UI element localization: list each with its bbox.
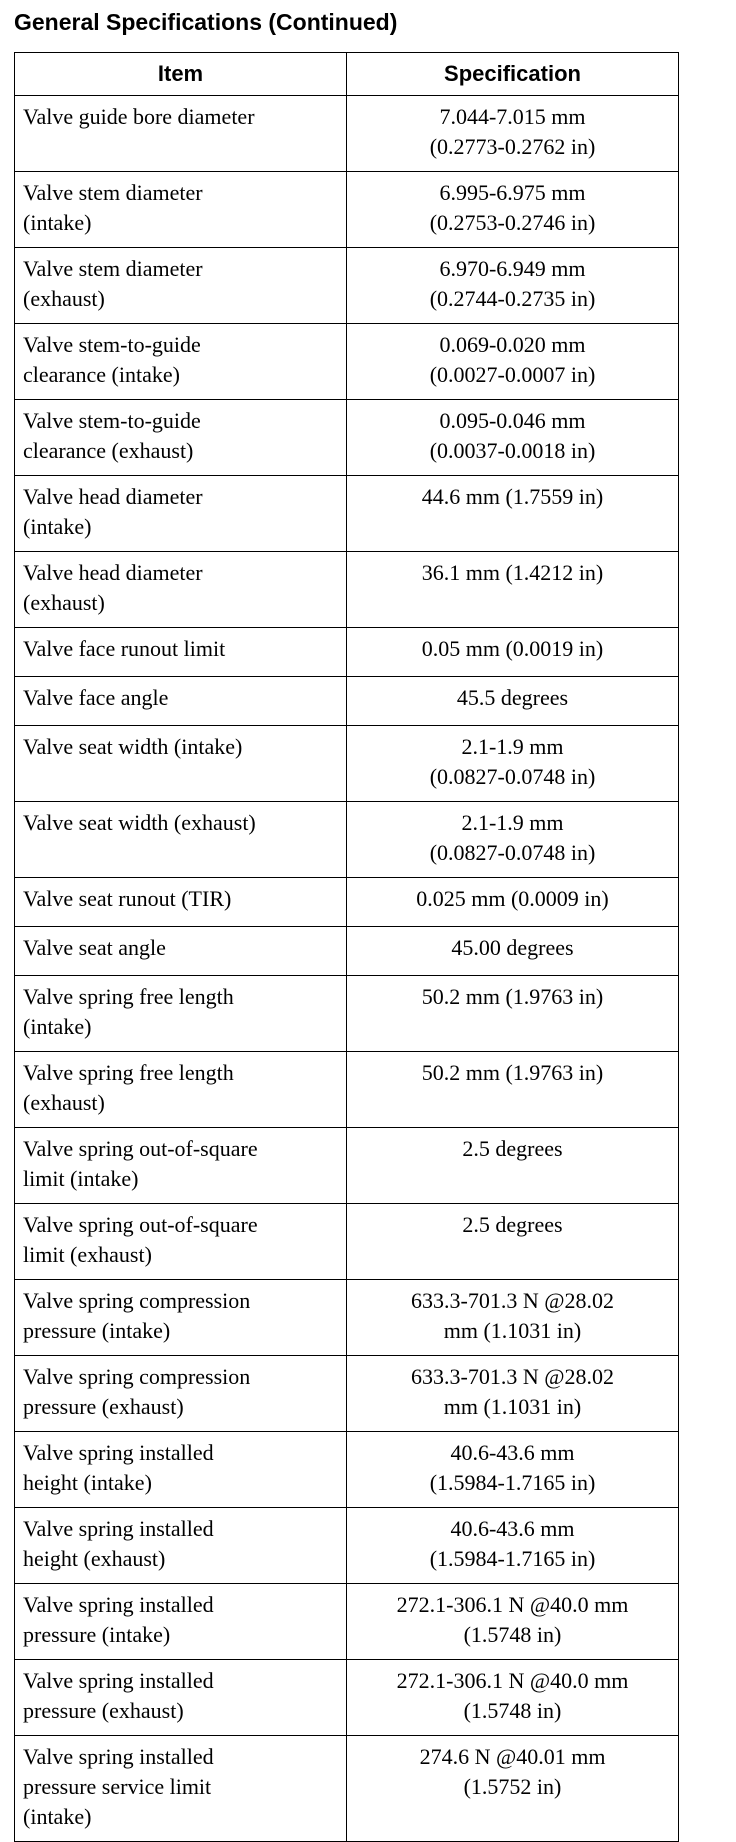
table-header-row xyxy=(15,53,679,96)
specification-cell: 40.6-43.6 mm (1.5984-1.7165 in) xyxy=(347,1432,679,1508)
table-row xyxy=(15,927,679,976)
table-row xyxy=(15,628,679,677)
table-body xyxy=(15,96,679,1842)
table-row xyxy=(15,1584,679,1660)
table-row xyxy=(15,324,679,400)
specification-cell: 0.05 mm (0.0019 in) xyxy=(347,628,679,677)
specification-cell: 0.095-0.046 mm (0.0037-0.0018 in) xyxy=(347,400,679,476)
table-row xyxy=(15,248,679,324)
item-cell: Valve spring installed height (exhaust) xyxy=(15,1508,347,1584)
table-row xyxy=(15,1660,679,1736)
table-row xyxy=(15,476,679,552)
item-cell: Valve seat angle xyxy=(15,927,347,976)
item-cell: Valve seat width (intake) xyxy=(15,726,347,802)
column-header-item: Item xyxy=(15,53,347,96)
item-cell: Valve stem-to-guide clearance (exhaust) xyxy=(15,400,347,476)
table-row xyxy=(15,976,679,1052)
table-row xyxy=(15,677,679,726)
table-row xyxy=(15,1736,679,1842)
specification-cell: 274.6 N @40.01 mm (1.5752 in) xyxy=(347,1736,679,1842)
item-cell: Valve seat runout (TIR) xyxy=(15,878,347,927)
specification-cell: 40.6-43.6 mm (1.5984-1.7165 in) xyxy=(347,1508,679,1584)
table-row xyxy=(15,172,679,248)
specification-cell: 44.6 mm (1.7559 in) xyxy=(347,476,679,552)
specification-cell: 36.1 mm (1.4212 in) xyxy=(347,552,679,628)
specification-cell: 45.00 degrees xyxy=(347,927,679,976)
table-row xyxy=(15,400,679,476)
item-cell: Valve guide bore diameter xyxy=(15,96,347,172)
specification-cell: 45.5 degrees xyxy=(347,677,679,726)
item-cell: Valve face runout limit xyxy=(15,628,347,677)
table-row xyxy=(15,1280,679,1356)
column-header-specification: Specification xyxy=(347,53,679,96)
specification-cell: 633.3-701.3 N @28.02 mm (1.1031 in) xyxy=(347,1280,679,1356)
specification-cell: 2.5 degrees xyxy=(347,1204,679,1280)
page-title: General Specifications (Continued) xyxy=(14,9,398,35)
specification-cell: 50.2 mm (1.9763 in) xyxy=(347,976,679,1052)
table-row xyxy=(15,726,679,802)
specification-cell: 633.3-701.3 N @28.02 mm (1.1031 in) xyxy=(347,1356,679,1432)
specification-cell: 272.1-306.1 N @40.0 mm (1.5748 in) xyxy=(347,1584,679,1660)
table-row xyxy=(15,1052,679,1128)
item-cell: Valve spring free length (exhaust) xyxy=(15,1052,347,1128)
table-row xyxy=(15,552,679,628)
table-row xyxy=(15,878,679,927)
table-row xyxy=(15,1128,679,1204)
item-cell: Valve stem diameter (exhaust) xyxy=(15,248,347,324)
item-cell: Valve spring out-of-square limit (exhaust) xyxy=(15,1204,347,1280)
specifications-table xyxy=(14,52,679,1842)
specification-cell: 6.970-6.949 mm (0.2744-0.2735 in) xyxy=(347,248,679,324)
item-cell: Valve spring installed height (intake) xyxy=(15,1432,347,1508)
specification-cell: 7.044-7.015 mm (0.2773-0.2762 in) xyxy=(347,96,679,172)
specification-cell: 50.2 mm (1.9763 in) xyxy=(347,1052,679,1128)
item-cell: Valve spring installed pressure (exhaust) xyxy=(15,1660,347,1736)
item-cell: Valve stem diameter (intake) xyxy=(15,172,347,248)
specification-cell: 6.995-6.975 mm (0.2753-0.2746 in) xyxy=(347,172,679,248)
item-cell: Valve spring free length (intake) xyxy=(15,976,347,1052)
item-cell: Valve spring installed pressure (intake) xyxy=(15,1584,347,1660)
table-row xyxy=(15,1204,679,1280)
item-cell: Valve spring out-of-square limit (intake) xyxy=(15,1128,347,1204)
table-row xyxy=(15,1432,679,1508)
item-cell: Valve spring installed pressure service limit (intake) xyxy=(15,1736,347,1842)
item-cell: Valve seat width (exhaust) xyxy=(15,802,347,878)
specification-cell: 272.1-306.1 N @40.0 mm (1.5748 in) xyxy=(347,1660,679,1736)
table-row xyxy=(15,96,679,172)
specification-cell: 2.5 degrees xyxy=(347,1128,679,1204)
item-cell: Valve spring compression pressure (intake) xyxy=(15,1280,347,1356)
item-cell: Valve head diameter (exhaust) xyxy=(15,552,347,628)
table-row xyxy=(15,802,679,878)
item-cell: Valve stem-to-guide clearance (intake) xyxy=(15,324,347,400)
specification-cell: 2.1-1.9 mm (0.0827-0.0748 in) xyxy=(347,802,679,878)
specification-cell: 2.1-1.9 mm (0.0827-0.0748 in) xyxy=(347,726,679,802)
table-row xyxy=(15,1508,679,1584)
specification-cell: 0.069-0.020 mm (0.0027-0.0007 in) xyxy=(347,324,679,400)
table-row xyxy=(15,1356,679,1432)
item-cell: Valve head diameter (intake) xyxy=(15,476,347,552)
item-cell: Valve spring compression pressure (exhaust) xyxy=(15,1356,347,1432)
item-cell: Valve face angle xyxy=(15,677,347,726)
specification-cell: 0.025 mm (0.0009 in) xyxy=(347,878,679,927)
